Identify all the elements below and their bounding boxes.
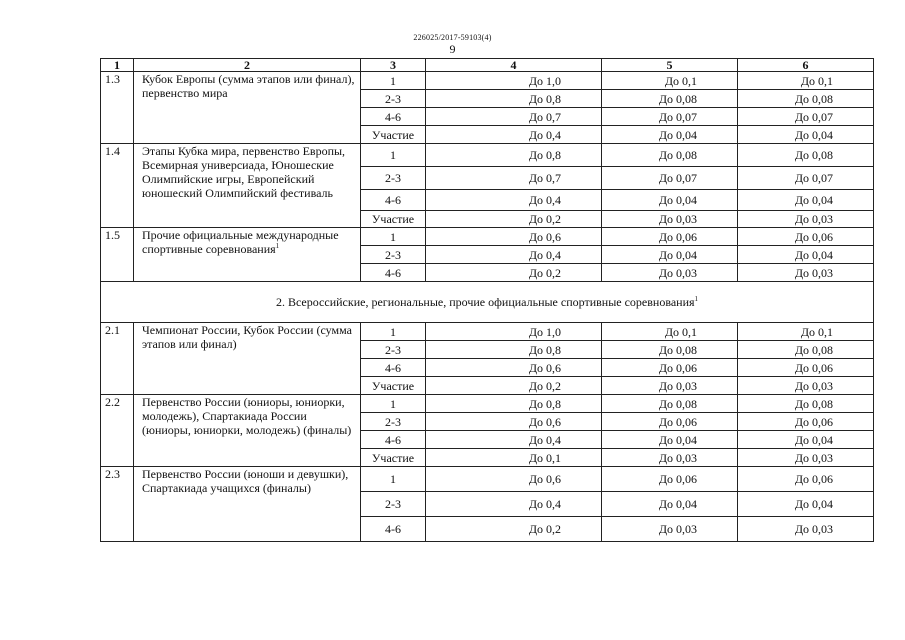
value-col4: До 1,0 [426,72,602,90]
value-col6: До 0,04 [738,431,874,449]
value-col4: До 0,8 [426,144,602,167]
value-col4: До 0,6 [426,359,602,377]
value-col4: До 0,2 [426,264,602,282]
value-col5: До 0,08 [602,144,738,167]
value-col4: До 1,0 [426,323,602,341]
value-col5: До 0,04 [602,492,738,517]
value-col5: До 0,1 [602,72,738,90]
place-cell: 2-3 [361,492,426,517]
item-number: 1.3 [101,72,134,144]
value-col4: До 0,7 [426,108,602,126]
col-header-1: 1 [101,59,134,72]
value-col6: До 0,03 [738,264,874,282]
document-number: 226025/2017-59103(4) [413,33,492,42]
value-col4: До 0,1 [426,449,602,467]
col-header-3: 3 [361,59,426,72]
header-row [101,59,874,72]
place-cell: 1 [361,72,426,90]
col-header-2: 2 [134,59,361,72]
value-col4: До 0,8 [426,395,602,413]
place-cell: 2-3 [361,413,426,431]
value-col4: До 0,7 [426,167,602,190]
value-col5: До 0,04 [602,431,738,449]
table-row [101,228,874,246]
value-col5: До 0,04 [602,126,738,144]
scoring-table [100,58,874,542]
value-col4: До 0,4 [426,431,602,449]
competition-name: Чемпионат России, Кубок России (сумма этапов или финал) [134,323,361,395]
place-cell: Участие [361,126,426,144]
table-row [101,72,874,90]
place-cell: 2-3 [361,167,426,190]
value-col4: До 0,6 [426,228,602,246]
value-col6: До 0,08 [738,90,874,108]
value-col4: До 0,2 [426,211,602,228]
table-row [101,323,874,341]
value-col4: До 0,2 [426,517,602,542]
value-col5: До 0,08 [602,341,738,359]
place-cell: Участие [361,211,426,228]
place-cell: 4-6 [361,190,426,211]
place-cell: 4-6 [361,359,426,377]
place-cell: 1 [361,467,426,492]
value-col6: До 0,07 [738,167,874,190]
place-cell: 2-3 [361,90,426,108]
value-col5: До 0,03 [602,517,738,542]
competition-name: Первенство России (юноши и девушки), Спартакиада учащихся (финалы) [134,467,361,542]
value-col5: До 0,07 [602,167,738,190]
col-header-6: 6 [738,59,874,72]
value-col6: До 0,07 [738,108,874,126]
value-col6: До 0,06 [738,467,874,492]
value-col5: До 0,03 [602,449,738,467]
value-col5: До 0,03 [602,377,738,395]
table-row [101,467,874,492]
value-col5: До 0,07 [602,108,738,126]
value-col4: До 0,4 [426,190,602,211]
table-row [101,395,874,413]
value-col5: До 0,1 [602,323,738,341]
value-col4: До 0,2 [426,377,602,395]
value-col4: До 0,4 [426,126,602,144]
competition-name: Прочие официальные международные спортивные соревнования$^1$ [134,228,361,282]
value-col6: До 0,04 [738,190,874,211]
value-col4: До 0,4 [426,246,602,264]
place-cell: 2-3 [361,341,426,359]
value-col6: До 0,08 [738,144,874,167]
place-cell: 2-3 [361,246,426,264]
item-number: 2.3 [101,467,134,542]
value-col5: До 0,04 [602,190,738,211]
value-col4: До 0,6 [426,467,602,492]
place-cell: 4-6 [361,517,426,542]
value-col5: До 0,06 [602,359,738,377]
place-cell: Участие [361,449,426,467]
place-cell: Участие [361,377,426,395]
value-col6: До 0,08 [738,395,874,413]
value-col4: До 0,8 [426,341,602,359]
section-row [101,282,874,323]
competition-name: Первенство России (юниоры, юниорки, молодежь), Спартакиада России (юниоры, юниорки, молодежь) (финалы) [134,395,361,467]
place-cell: 4-6 [361,264,426,282]
value-col6: До 0,08 [738,341,874,359]
value-col5: До 0,04 [602,246,738,264]
value-col5: До 0,03 [602,211,738,228]
value-col6: До 0,1 [738,323,874,341]
value-col6: До 0,03 [738,211,874,228]
value-col6: До 0,04 [738,492,874,517]
place-cell: 1 [361,323,426,341]
value-col5: До 0,08 [602,90,738,108]
value-col6: До 0,06 [738,359,874,377]
value-col6: До 0,1 [738,72,874,90]
table-row [101,144,874,167]
value-col6: До 0,03 [738,449,874,467]
place-cell: 4-6 [361,431,426,449]
competition-name: Кубок Европы (сумма этапов или финал), первенство мира [134,72,361,144]
value-col4: До 0,8 [426,90,602,108]
value-col6: До 0,04 [738,126,874,144]
section-heading: 2. Всероссийские, региональные, прочие официальные спортивные соревнования$^1$ [101,282,874,323]
value-col6: До 0,06 [738,413,874,431]
item-number: 2.2 [101,395,134,467]
col-header-5: 5 [602,59,738,72]
place-cell: 1 [361,395,426,413]
place-cell: 1 [361,144,426,167]
value-col6: До 0,04 [738,246,874,264]
item-number: 1.5 [101,228,134,282]
value-col6: До 0,06 [738,228,874,246]
place-cell: 1 [361,228,426,246]
competition-name: Этапы Кубка мира, первенство Европы, Всемирная универсиада, Юношеские Олимпийские игры, Европейский юношеский Олимпийский фестиваль [134,144,361,228]
place-cell: 4-6 [361,108,426,126]
value-col5: До 0,08 [602,395,738,413]
value-col4: До 0,6 [426,413,602,431]
value-col5: До 0,06 [602,413,738,431]
value-col5: До 0,03 [602,264,738,282]
value-col6: До 0,03 [738,377,874,395]
item-number: 1.4 [101,144,134,228]
page-number: 9 [449,42,456,56]
value-col5: До 0,06 [602,467,738,492]
value-col6: До 0,03 [738,517,874,542]
value-col5: До 0,06 [602,228,738,246]
value-col4: До 0,4 [426,492,602,517]
col-header-4: 4 [426,59,602,72]
item-number: 2.1 [101,323,134,395]
